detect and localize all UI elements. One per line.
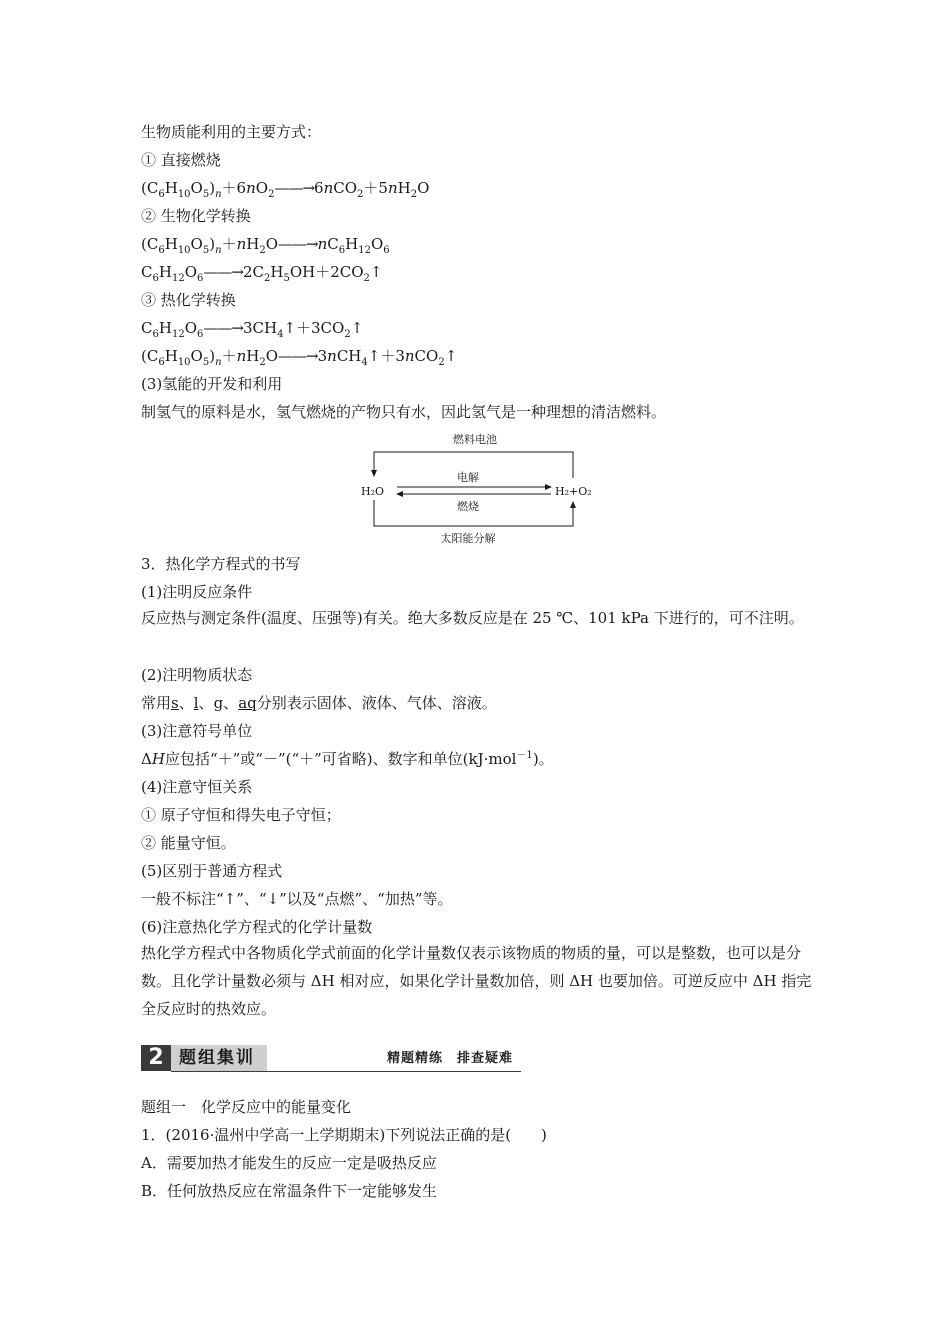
question-1-option-b: B．任何放热反应在常温条件下一定能够发生 bbox=[141, 1182, 438, 1200]
states-suffix: 分别表示固体、液体、气体、溶液。 bbox=[256, 694, 497, 712]
section-banner bbox=[141, 1045, 521, 1073]
question-group-title: 题组一 化学反应中的能量变化 bbox=[141, 1098, 352, 1116]
banner-title: 题组集训 bbox=[179, 1048, 255, 1068]
point-1-title: (1)注明反应条件 bbox=[141, 583, 253, 601]
point-6-title: (6)注意热化学方程式的化学计量数 bbox=[141, 918, 373, 936]
point-5-title: (5)区别于普通方程式 bbox=[141, 862, 283, 880]
hydrogen-text: 制氢气的原料是水，氢气燃烧的产物只有水，因此氢气是一种理想的清洁燃料。 bbox=[141, 403, 667, 421]
banner-number: 2 bbox=[141, 1045, 171, 1071]
equation-1: $(C_6H_{10}O_5)_n+6nO_2——\to 6nCO_2+5nH_2O$ bbox=[141, 179, 430, 200]
question-1-option-a: A．需要加热才能发生的反应一定是吸热反应 bbox=[141, 1154, 437, 1172]
states-prefix: 常用 bbox=[141, 694, 172, 712]
equation-4: $C_6H_{12}O_6——\to 3CH_4↑+3CO_2↑$ bbox=[141, 319, 364, 340]
diagram-bottom-label: 太阳能分解 bbox=[440, 532, 496, 545]
equation-2: $(C_6H_{10}O_5)_n+nH_2O——\to nC_6H_{12}O_6$ bbox=[141, 235, 390, 256]
state-aqueous: aq bbox=[238, 694, 257, 712]
point-1-text: 反应热与测定条件(温度、压强等)有关。绝大多数反应是在 25 ℃、101 kPa 下进行的，可不注明。 bbox=[141, 609, 804, 627]
hydrogen-cycle-diagram bbox=[355, 428, 595, 548]
method-1: ① 直接燃烧 bbox=[141, 151, 221, 169]
point-4-a: ① 原子守恒和得失电子守恒； bbox=[141, 806, 341, 824]
diagram-combustion-label: 燃烧 bbox=[457, 500, 479, 513]
intro-line: 生物质能利用的主要方式： bbox=[141, 123, 322, 141]
state-gas: g bbox=[213, 694, 224, 712]
point-3-text: ΔH应包括“＋”或“－”(“＋”可省略)、数字和单位(kJ·mol$^{-1}$)。 bbox=[141, 750, 554, 768]
point-6-text: 热化学方程式中各物质化学式前面的化学计量数仅表示该物质的物质的量，可以是整数，也可以是分数。且化学计量数必须与 ΔH 相对应，如果化学计量数加倍，则 ΔH 也要加倍。可逆反应中 ΔH 指完全反应时的热效应。 bbox=[141, 944, 812, 1018]
point-4-b: ② 能量守恒。 bbox=[141, 834, 236, 852]
diagram-electrolysis-label: 电解 bbox=[457, 471, 479, 484]
point-4-title: (4)注意守恒关系 bbox=[141, 778, 253, 796]
diagram-h2o: H₂O bbox=[361, 485, 385, 498]
hydrogen-heading: (3)氢能的开发和利用 bbox=[141, 375, 283, 393]
state-solid: s bbox=[171, 694, 179, 712]
method-3: ③ 热化学转换 bbox=[141, 291, 236, 309]
equation-5: $(C_6H_{10}O_5)_n+nH_2O——\to 3nCH_4↑+3nCO_2↑$ bbox=[141, 347, 458, 368]
equation-3: $C_6H_{12}O_6——\to 2C_2H_5OH+2CO_2↑$ bbox=[141, 263, 383, 284]
point-2-title: (2)注明物质状态 bbox=[141, 666, 253, 684]
state-liquid: l bbox=[193, 694, 199, 712]
point-5-text: 一般不标注“↑”、“↓”以及“点燃”、“加热”等。 bbox=[141, 890, 453, 908]
point-2-text: 常用s、l、g、aq分别表示固体、液体、气体、溶液。 bbox=[141, 694, 497, 712]
diagram-h2-o2: H₂+O₂ bbox=[555, 485, 592, 498]
method-2: ② 生物化学转换 bbox=[141, 207, 251, 225]
point-3-title: (3)注意符号单位 bbox=[141, 722, 253, 740]
diagram-top-label: 燃料电池 bbox=[453, 433, 497, 446]
question-1-stem: 1．(2016·温州中学高一上学期期末)下列说法正确的是( ) bbox=[141, 1126, 547, 1144]
section-3-title: 3．热化学方程式的书写 bbox=[141, 555, 301, 573]
banner-subtitle: 精题精练 排查疑难 bbox=[387, 1051, 514, 1066]
banner-underline bbox=[171, 1071, 521, 1072]
